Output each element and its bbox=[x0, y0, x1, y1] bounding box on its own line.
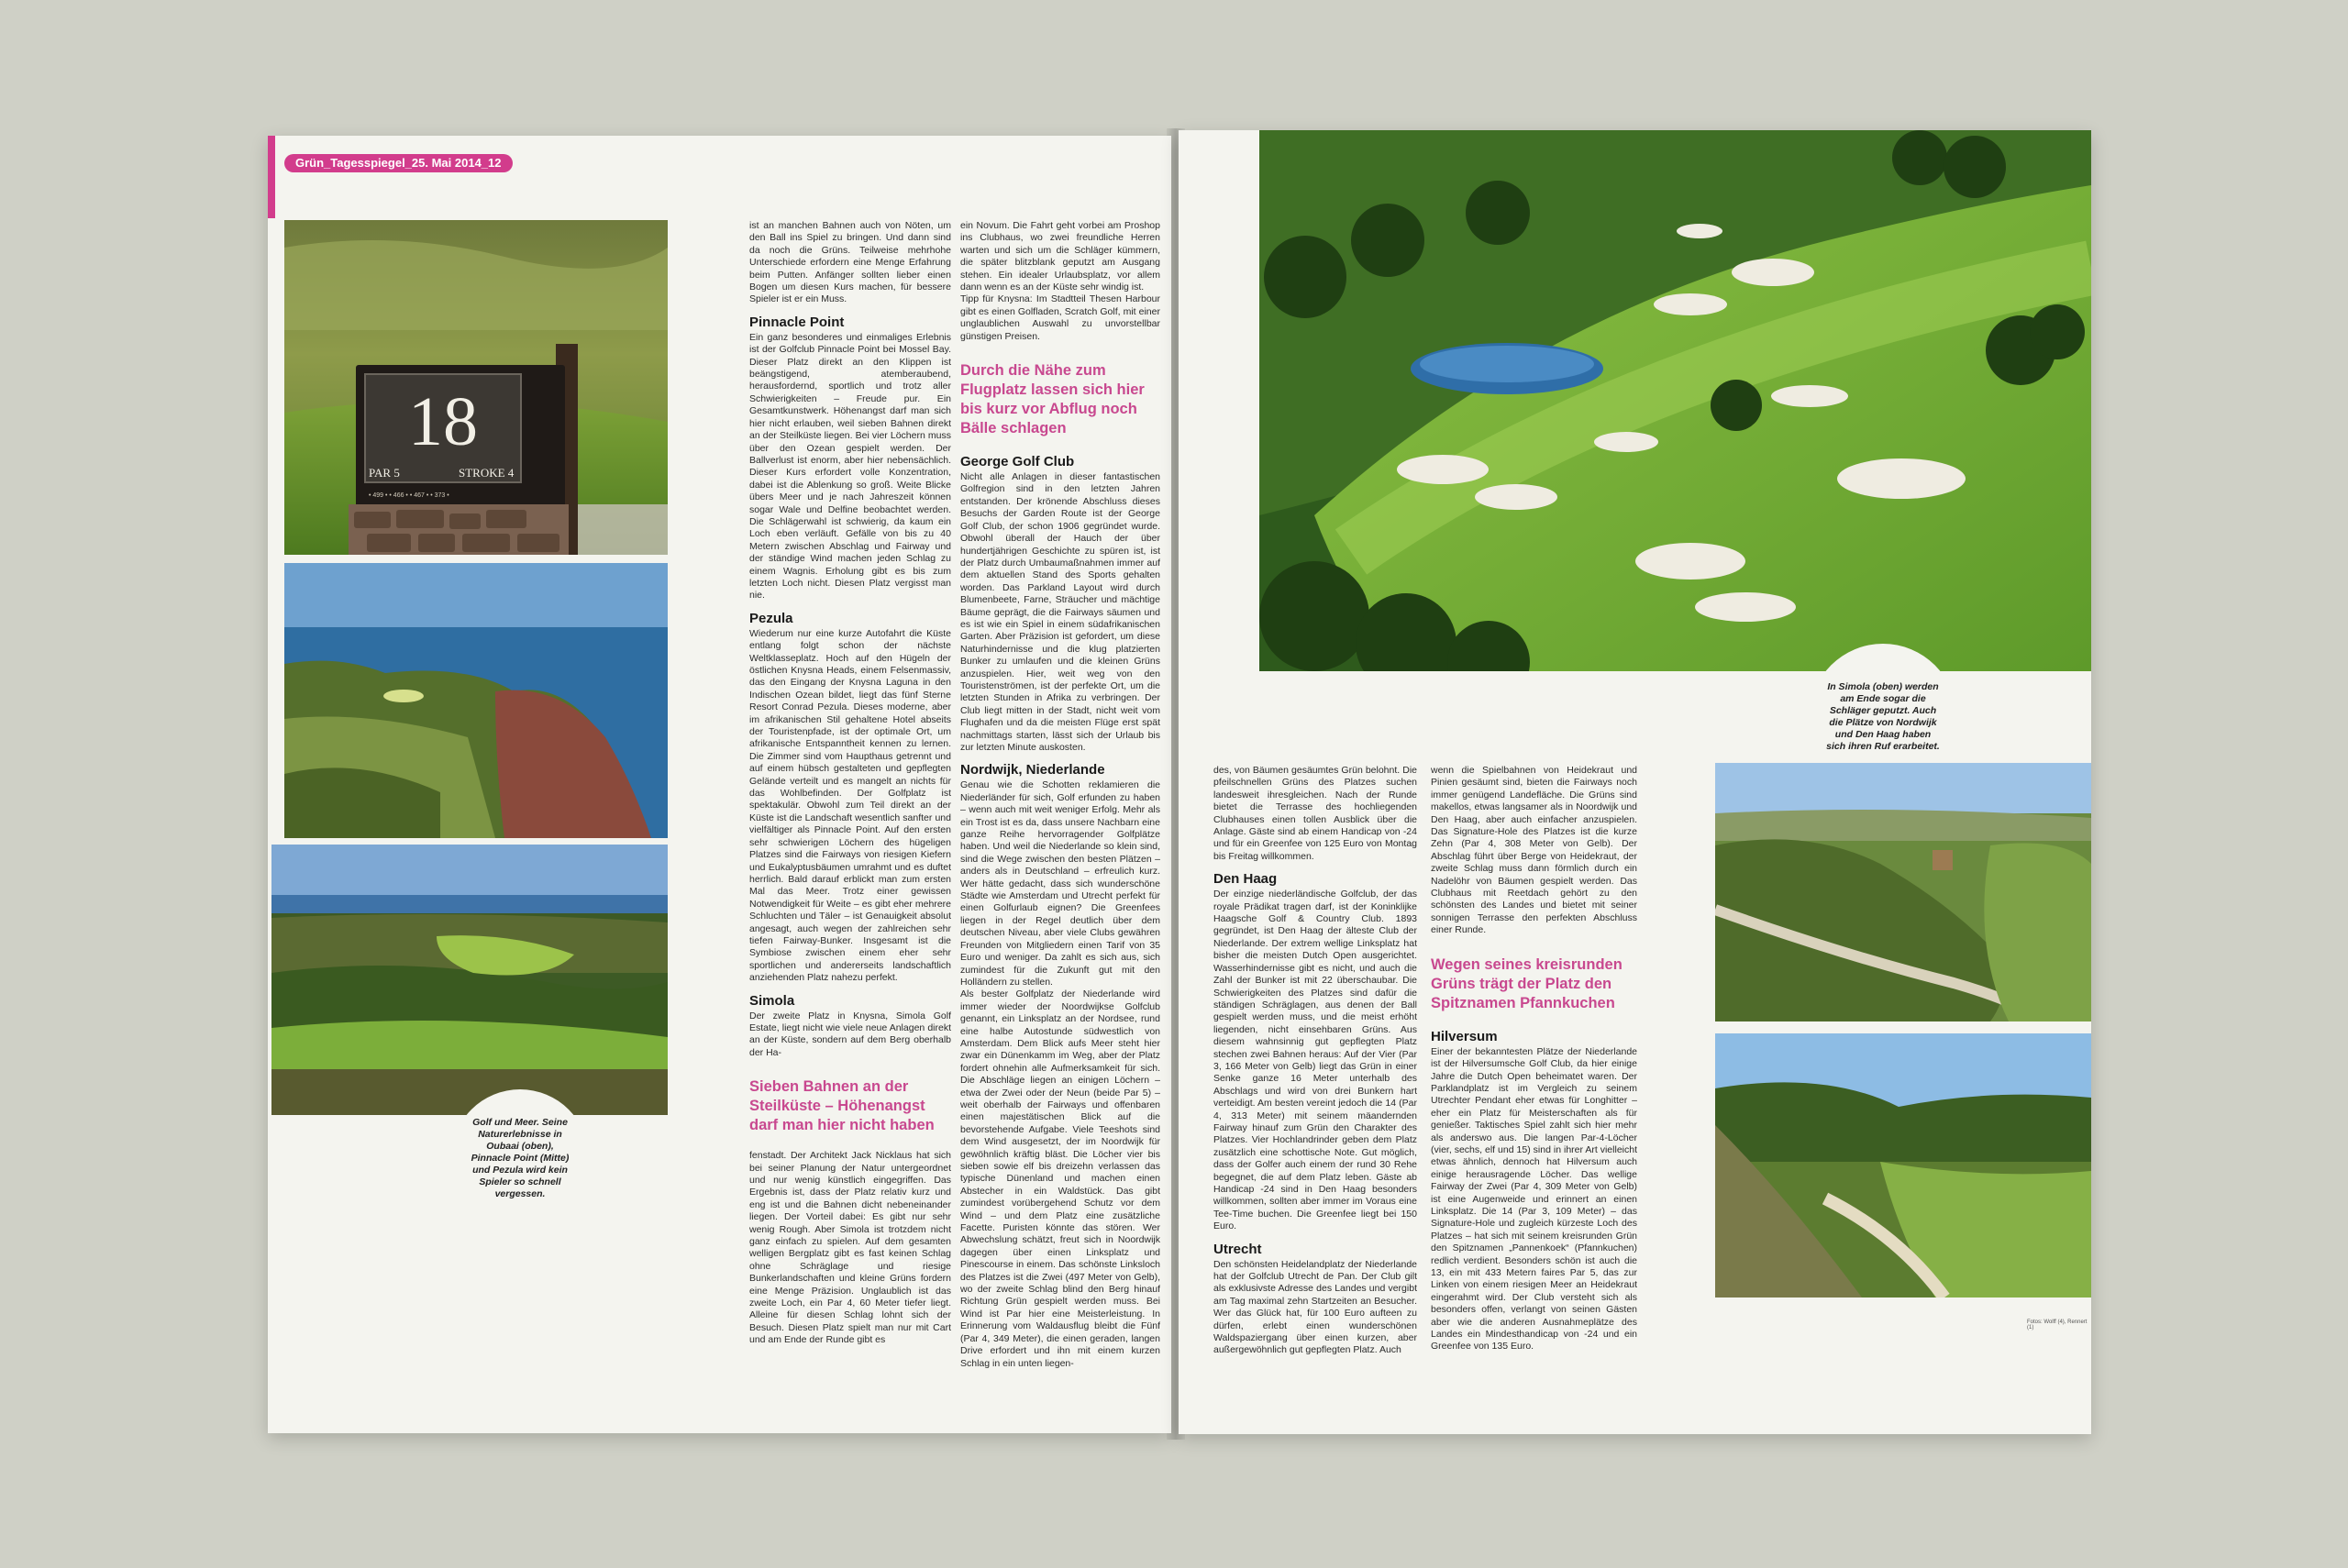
right-text-column-2 bbox=[1431, 765, 1637, 1425]
paragraph: wenn die Spielbahnen von Heidekraut und Pinien gesäumt sind, bieten die Fairways noch immer genügend Landefläche. Die Grüns sind makellos, etwas langsamer als in Noordwijk und Den Haag, aber auch einfacher anzuspielen. Das Signature-Hole des Platzes ist die kurze Zehn (Par 4, 308 Meter von Gelb). Der Abschlag führt über Berge von Heidekraut, der zweite Schlag muss dann förmlich durch ein Nadelöhr von Bäumen gespielt werden. Das Clubhaus mit Reetdach gehört zu den schönsten des Landes und bietet mit seiner sonnigen Terrasse den perfekten Abschluss einer Runde. bbox=[1431, 765, 1637, 936]
sign-number: 18 bbox=[408, 383, 478, 460]
left-text-column-1 bbox=[749, 220, 951, 1412]
sign-stroke: STROKE 4 bbox=[459, 466, 515, 480]
caption-right: In Simola (oben) werden am Ende sogar die Schläger geputzt. Auch die Plätze von Nordwijk und Den Haag haben sich ihren Ruf erarbeitet. bbox=[1810, 644, 1956, 790]
subheading-utrecht: Utrecht bbox=[1213, 1241, 1262, 1257]
paragraph: fenstadt. Der Architekt Jack Nicklaus hat sich bei seiner Planung der Natur untergeordnet und nur wenig künstlich eingegriffen. Das Ergebnis ist, dass der Platz relativ kurz und eng ist und die Bahnen dicht nebeneinander liegen. Der Vorteil dabei: Es gibt nur sehr wenig Rough. Aber Simola ist trotzdem nicht ganz einfach zu spielen. Auf dem gesamten welligen Bergplatz gibt es fast keinen Schlag ohne Schräglage und riesige Bunkerlandschaften und kleine Grüns fordern eine Menge Präzision. Unglaublich ist das zweite Loch, ein Par 4, 60 Meter tiefer liegt. Alleine für diesen Schlag lohnt sich der Besuch. Diesen Platz spielt man nur mit Cart und am Ende der Runde gibt es bbox=[749, 1150, 951, 1346]
paragraph: Genau wie die Schotten reklamieren die Niederländer für sich, Golf erfunden zu haben – wenn auch mit weit weniger Erfolg. Mehr als ein Trost ist es da, dass unsere Nachbarn eine ganze Reihe hervorragender Golfplätze haben. Und weil die Niederlande so klein sind, sind die Wege zwischen den besten Plätzen – anders als in Deutschland – erfreulich kurz. Wer hätte gedacht, dass sich wunderschöne Städte wie Amsterdam und Utrecht perfekt für einen Golfurlaub eignen? Die Greenfees liegen in der Regel deutlich über dem deutschen Niveau, aber viele Clubs gewähren Freunden von Mitgliedern einen Tarif von 35 Euro und weniger. Da zahlt es sich aus, sich zumindest für die Zukunft gut mit den Holländern zu stellen. bbox=[960, 779, 1160, 988]
nordwijk-dunes-image bbox=[1715, 763, 2091, 1021]
coastal-cliff-image bbox=[284, 563, 668, 838]
paragraph: ist an manchen Bahnen auch von Nöten, um den Ball ins Spiel zu bringen. Und dann sind da noch die Grüns. Teilweise mehrhohe Unterschiede erfordern eine Menge Erfahrung beim Putten. Anfänger sollten lieber einen Bogen um diesen Kurs machen, für bessere Spieler ist er ein Muss. bbox=[749, 220, 951, 305]
den-haag-course-image bbox=[1715, 1033, 2091, 1297]
photo-pezula bbox=[271, 845, 668, 1115]
left-page bbox=[268, 136, 1171, 1433]
pezula-course-image bbox=[271, 845, 668, 1115]
photo-simola-course bbox=[1259, 130, 2091, 671]
paragraph: Den schönsten Heidelandplatz der Niederlande hat der Golfclub Utrecht de Pan. Der Club gilt als exklusivste Adresse des Landes und vergibt am Tag maximal zehn Startzeiten an Besucher. Wer das Glück hat, für 100 Euro aufteen zu dürfen, erlebt einen wunderschönen Waldspaziergang über einen kurzen, aber außergewöhnlich gut gepflegten Platz. Auch bbox=[1213, 1258, 1417, 1356]
subheading-den-haag: Den Haag bbox=[1213, 871, 1278, 888]
paragraph: des, von Bäumen gesäumtes Grün belohnt. Die pfeilschnellen Grüns des Platzes suchen landesweit ihresgleichen. Nach der Runde bietet die Terrasse des hochliegenden Clubhauses einen tollen Ausblick über die Anlage. Gäste sind ab einem Handicap von -24 und für ein Greenfee von 125 Euro von Montag bis Freitag willkommen. bbox=[1213, 765, 1417, 862]
caption-left: Golf und Meer. Seine Naturerlebnisse in Oubaai (oben), Pinnacle Point (Mitte) und Pezula wird kein Spieler so schnell vergessen. bbox=[451, 1089, 589, 1227]
subheading-simola: Simola bbox=[749, 992, 795, 1009]
paragraph: Ein ganz besonderes und einmaliges Erlebnis ist der Golfclub Pinnacle Point bei Mossel Bay. Dieser Platz direkt an den Klippen ist beängstigend, atemberaubend, herausfordernd, sportlich und trotz aller Schwierigkeiten – Freude pur. Ein Gesamtkunstwerk. Höhenangst darf man sich hier nicht erlauben, weil sieben Bahnen direkt an der Steilküste liegen. Bei vier Löchern muss über den Ozean gespielt werden. Der Ballverlust ist enorm, aber hier nebensächlich. Dieser Kurs erfordert volle Konzentration, dabei ist die Ablenkung so groß. Weite Blicke übers Meer und je nach Jahreszeit können sogar Wale und Delfine beobachtet werden. Die Schlägerwahl ist schwierig, da kaum ein Loch eben verläuft. Gefälle von bis zu 40 Metern zwischen Abschlag und Fairway und der ständige Wind machen jeden Schlag zu einem Wagnis. Erholung gibt es bis zum letzten Loch nicht. Diesen Platz vergisst man nie. bbox=[749, 331, 951, 602]
paragraph: Wiederum nur eine kurze Autofahrt die Küste entlang folgt schon der nächste Weltklasseplatz. Hoch auf den Hügeln der östlichen Knysna Heads, einem Felsenmassiv, das den Eingang der Knysna Laguna in den Indischen Ozean bildet, liegt das fünf Sterne Resort Conrad Pezula. Dieses moderne, aber im afrikanischen Stil gehaltene Hotel abseits der Touristenpfade, ist der optimale Ort, um afrikanische Entspanntheit kennen zu lernen. Die Zimmer sind vom Haupthaus getrennt und auf einem hübsch gestalteten und gepflegten Gelände verteilt und es mangelt an nichts für das Wohlbefinden. Der Golfplatz ist spektakulär. Obwohl zum Teil direkt an der Küste ist die Landschaft wesentlich sanfter und vielfältiger als Pinnacle Point. Auf den ersten sehr schwierigen Löchern des hügeligen Platzes sind die Fairways von riesigen Kiefern und Eukalyptusbäumen umrahmt und es duftet herrlich. Bald darauf erblickt man zum ersten Mal das Meer. Trotz einer gewissen Notwendigkeit für Weite – es gibt eher mehrere Schluchten und Täler – ist Genauigkeit absolut angesagt, auch wegen der zahlreichen sehr tiefen Fairway-Bunker. Insgesamt ist die Symbiose zwischen einem eher sehr sportlichen und andererseits landschaftlich anziehenden Platz nahezu perfekt. bbox=[749, 627, 951, 984]
pull-quote: Wegen seines kreisrunden Grüns trägt der Platz den Spitznamen Pfannkuchen bbox=[1431, 955, 1623, 1011]
subheading-nordwijk: Nordwijk, Niederlande bbox=[960, 762, 1105, 778]
right-page bbox=[1179, 130, 2091, 1434]
subheading-george-golf-club: George Golf Club bbox=[960, 454, 1075, 470]
photo-hole-18-sign bbox=[284, 220, 668, 555]
paragraph: ein Novum. Die Fahrt geht vorbei am Proshop ins Clubhaus, wo zwei freundliche Herren warten und sich um die Schläger kümmern, die später blitzblank geputzt am Ausgang stehen. Ein idealer Urlaubsplatz, vor allem dann wenn es an der Küste sehr windig ist. bbox=[960, 220, 1160, 293]
paragraph: Einer der bekanntesten Plätze der Niederlande ist der Hilversumsche Golf Club, da hier einige Jahre die Dutch Open beheimatet waren. Der Parklandplatz ist im Vergleich zu seinem Utrechter Pendant eher etwas für Longhitter – eher ein Platz für Meisterschaften als für genießer. Taktisches Spiel zahlt sich hier mehr als anderswo aus. Die langen Par-4-Löcher (vier, sechs, elf und 15) sind in ihrer Art vielleicht etwas ähnlich, dennoch hat Hilversum auch einige herausragende Löcher. Das wellige Fairway der Zwei (Par 4, 309 Meter von Gelb) ist eine Augenweide und erinnert an einen Linksplatz. Die 14 (Par 3, 109 Meter) – das Signature-Hole und zugleich kürzeste Loch des Platzes – hat sich mit seinem kreisrunden Grün den Spitznamen „Pannenkoek“ (Pfannkuchen) redlich verdient. Besonders schön ist auch die 13, ein mit 433 Metern faires Par 5, das zur Linken von einem riesigen Meer an Heidekraut eingerahmt wird. Der Club versteht sich als besonders offen, verlangt von seinen Gästen aber wie die anderen Ausnahmeplätze des Landes ein Mindesthandicap von -24 und ein Greenfee von 135 Euro. bbox=[1431, 1045, 1637, 1353]
subheading-hilversum: Hilversum bbox=[1431, 1028, 1498, 1044]
sign-yardages: • 499 • • 466 • • 467 • • 373 • bbox=[369, 492, 449, 499]
paragraph: Der zweite Platz in Knysna, Simola Golf Estate, liegt nicht wie viele neue Anlagen direkt an der Küste, sondern auf dem Berg oberhalb der Ha- bbox=[749, 1010, 951, 1058]
simola-course-image bbox=[1259, 130, 2091, 671]
photo-pinnacle-point bbox=[284, 563, 668, 838]
right-text-column-1 bbox=[1213, 765, 1417, 1425]
pull-quote: Sieben Bahnen an der Steilküste – Höhenangst darf man hier nicht haben bbox=[749, 1078, 935, 1134]
photo-den-haag bbox=[1715, 1033, 2091, 1297]
photo-credit: Fotos: Wolff (4), Rennert (1) bbox=[2027, 1320, 2088, 1331]
paragraph: Tipp für Knysna: Im Stadtteil Thesen Harbour gibt es einen Golfladen, Scratch Golf, mit einer unglaublichen Auswahl zu unvorstellbar günstigen Preisen. bbox=[960, 293, 1160, 342]
hole-18-sign-image bbox=[284, 220, 668, 555]
page-header: Grün_Tagesspiegel_25. Mai 2014_12 bbox=[284, 154, 513, 172]
pink-edge-marker bbox=[268, 136, 275, 218]
paragraph: Als bester Golfplatz der Niederlande wird immer wieder der Noordwijkse Golfclub genannt, ein Linksplatz an der Nordsee, rund eine halbe Autostunde südwestlich von Amsterdam. Dem Blick aufs Meer steht hier zwar ein Dünenkamm im Weg, aber der Platz fordert ohnehin alle Aufmerksamkeit für sich. Die Abschläge liegen an einigen Löchern – etwa der Zwei oder der Neun (beide Par 5) – weit oberhalb der Fairways und offenbaren einen majestätischen Blick auf die bevorstehende Aufgabe. Viele Teeshots sind dem Wind ausgesetzt, der im Noordwijk für gewöhnlich kräftig bläst. Die Löcher vier bis sieben sowie elf bis dreizehn verlassen das typische Dünenland und machen einen Abstecher in ein Waldstück. Das gibt zumindest vorübergehend Schutz vor dem Wind – und dem Platz eine zusätzliche Facette. Puristen könnte das stören. Wer Abwechslung schätzt, freut sich in Noordwijk dagegen über einen Linksplatz und Pinescourse in einem. Das schönste Linksloch des Platzes ist die Zwei (497 Meter von Gelb), wo der zweite Schlag blind den Berg hinauf Richtung Grün gespielt werden muss. Bei Wind ist Par hier eine Meisterleistung. In Erinnerung vom Waldausflug bleibt die Fünf (Par 4, 349 Meter), die einen geraden, langen Drive erfordert und ihn mit einem kurzen Schlag in ein unten liegen- bbox=[960, 988, 1160, 1369]
paragraph: Der einzige niederländische Golfclub, der das royale Prädikat tragen darf, ist der Koninklijke Haagsche Golf & Country Club. 1893 gegründet, ist Den Haag der älteste Club der Niederlande. Der extrem wellige Linksplatz hat bisher die meisten Dutch Open ausgerichtet. Wasserhindernisse gibt es nicht, und auch die Zahl der Bunker ist mit 22 überschaubar. Die Schwierigkeiten des Platzes sind dafür die ständigen Schräglagen, aus denen der Ball gespielt werden muss, und die meist erhöht liegenden, nicht einsehbaren Grüns. Aus diesem wahnsinnig gut gepflegten Platz stechen zwei Bahnen heraus: Auf der Vier (Par 3, 166 Meter von Gelb) liegt das Grün in einer Senke ganze 16 Meter unterhalb des Abschlags und wird von drei Bunkern hart verteidigt. Am besten vereint jedoch die 14 (Par 4, 313 Meter) mit seinem mäandernden Fairway hinauf zum Grün den Charakter des Platzes. Vier Hochlandrinder geben dem Platz zusätzlich eine schottische Note. Gut möglich, dass der Golfer auch einem der rund 30 Rehe begegnet, die auf dem Platz leben. Gäste ab Handicap -24 sind in Den Haag besonders willkommen, sollten aber immer im Voraus eine Tee-Time buchen. Die Greenfee liegt bei 150 Euro. bbox=[1213, 889, 1417, 1232]
sign-par: PAR 5 bbox=[369, 466, 400, 480]
photo-nordwijk bbox=[1715, 763, 2091, 1021]
subheading-pinnacle-point: Pinnacle Point bbox=[749, 314, 845, 330]
subheading-pezula: Pezula bbox=[749, 610, 793, 626]
paragraph: Nicht alle Anlagen in dieser fantastischen Golfregion sind in den letzten Jahren entstanden. Der krönende Abschluss dieses Besuchs der Garden Route ist der George Golf Club, der schon 1906 gegründet wurde. Obwohl überall der Hauch der über hundertjährigen Geschichte zu spüren ist, ist der Platz durch Umbaumaßnahmen immer auf dem aktuellen Stand des Sports gehalten worden. Das Parkland Layout wird durch Blumenbeete, Farne, Sträucher und mächtige Bäume geprägt, die die Fairways säumen und es ist wie ein Spiel in einem südafrikanischen Garten. Aber Präzision ist gefordert, um diese Naturhindernisse und die klug platzierten Bunker zu umlaufen und die kleinen Grüns anzuspielen. Hier, weit weg von den Touristenströmen, ist der perfekte Ort, um die letzten Stunden in Afrika zu verbringen. Der Club liegt mitten in der Stadt, nicht weit vom Flughafen und da die meisten Flüge erst spät nachmittags starten, lässt sich der Urlaub bis zur letzten Minute auskosten. bbox=[960, 471, 1160, 753]
pull-quote: Durch die Nähe zum Flugplatz lassen sich hier bis kurz vor Abflug noch Bälle schlagen bbox=[960, 362, 1145, 437]
left-text-column-2 bbox=[960, 220, 1160, 1412]
